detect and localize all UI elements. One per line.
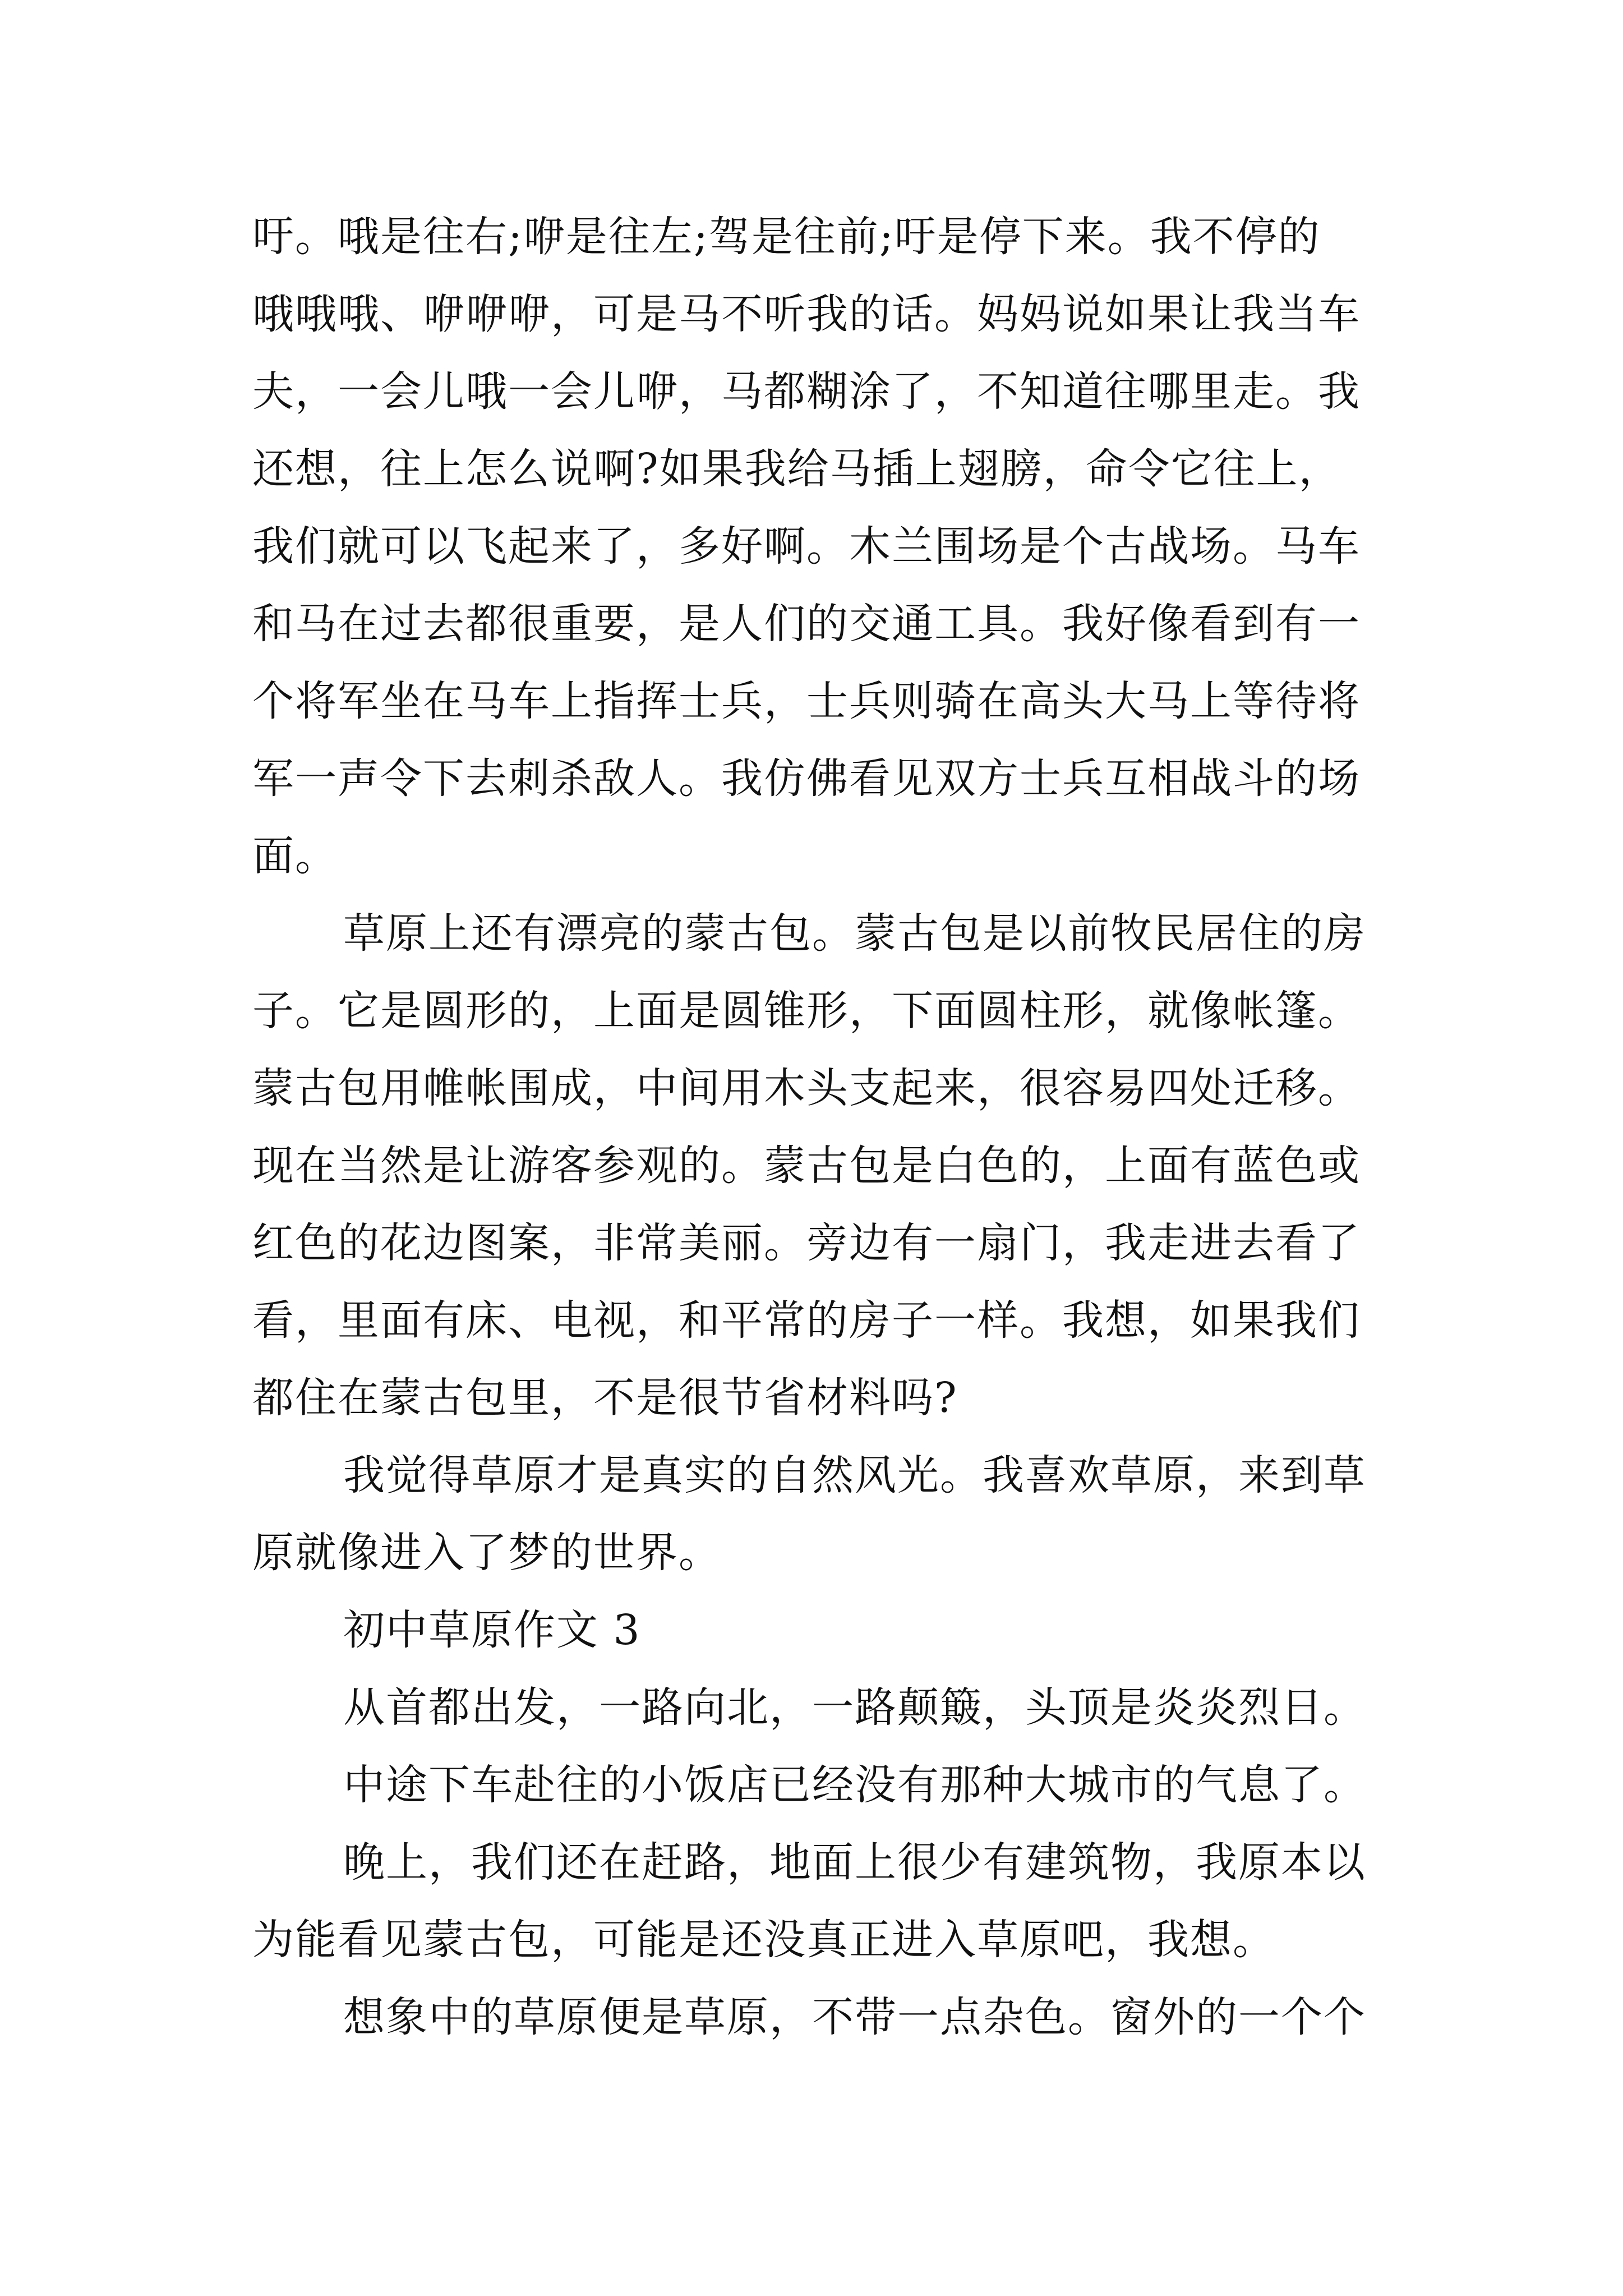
paragraph-first-line: 想象中的草原便是草原，不带一点杂色。窗外的一个个 [343, 1993, 1366, 2041]
text-line: 我们就可以飞起来了，多好啊。木兰围场是个古战场。马车 [252, 522, 1361, 570]
text-line: 原就像进入了梦的世界。 [252, 1529, 721, 1577]
text-line: 为能看见蒙古包，可能是还没真正进入草原吧，我想。 [252, 1916, 1275, 1964]
text-line: 和马在过去都很重要，是人们的交通工具。我好像看到有一 [252, 600, 1361, 648]
text-line: 面。 [252, 832, 338, 880]
section-heading: 初中草原作文 3 [343, 1606, 641, 1654]
paragraph-first-line: 中途下车赴往的小饭店已经没有那种大城市的气息了。 [343, 1761, 1366, 1809]
text-line: 现在当然是让游客参观的。蒙古包是白色的，上面有蓝色或 [252, 1142, 1361, 1190]
text-line: 看，里面有床、电视，和平常的房子一样。我想，如果我们 [252, 1296, 1361, 1345]
text-line: 夫，一会儿哦一会儿咿，马都糊涂了，不知道往哪里走。我 [252, 367, 1361, 416]
text-line: 都住在蒙古包里，不是很节省材料吗? [252, 1374, 958, 1422]
paragraph-first-line: 草原上还有漂亮的蒙古包。蒙古包是以前牧民居住的房 [343, 909, 1366, 958]
text-line: 军一声令下去刺杀敌人。我仿佛看见双方士兵互相战斗的场 [252, 754, 1361, 803]
text-line: 个将军坐在马车上指挥士兵，士兵则骑在高头大马上等待将 [252, 677, 1361, 725]
text-line: 吁。哦是往右;咿是往左;驾是往前;吁是停下来。我不停的 [252, 213, 1321, 261]
paragraph-first-line: 晚上，我们还在赶路，地面上很少有建筑物，我原本以 [343, 1838, 1366, 1887]
text-line: 子。它是圆形的，上面是圆锥形，下面圆柱形，就像帐篷。 [252, 987, 1361, 1035]
paragraph-first-line: 从首都出发，一路向北，一路颠簸，头顶是炎炎烈日。 [343, 1683, 1366, 1732]
text-line: 红色的花边图案，非常美丽。旁边有一扇门，我走进去看了 [252, 1219, 1361, 1267]
text-line: 哦哦哦、咿咿咿，可是马不听我的话。妈妈说如果让我当车 [252, 290, 1361, 338]
paragraph-first-line: 我觉得草原才是真实的自然风光。我喜欢草原，来到草 [343, 1451, 1366, 1499]
text-line: 蒙古包用帷帐围成，中间用木头支起来，很容易四处迁移。 [252, 1064, 1361, 1112]
text-line: 还想，往上怎么说啊?如果我给马插上翅膀，命令它往上， [252, 445, 1341, 493]
